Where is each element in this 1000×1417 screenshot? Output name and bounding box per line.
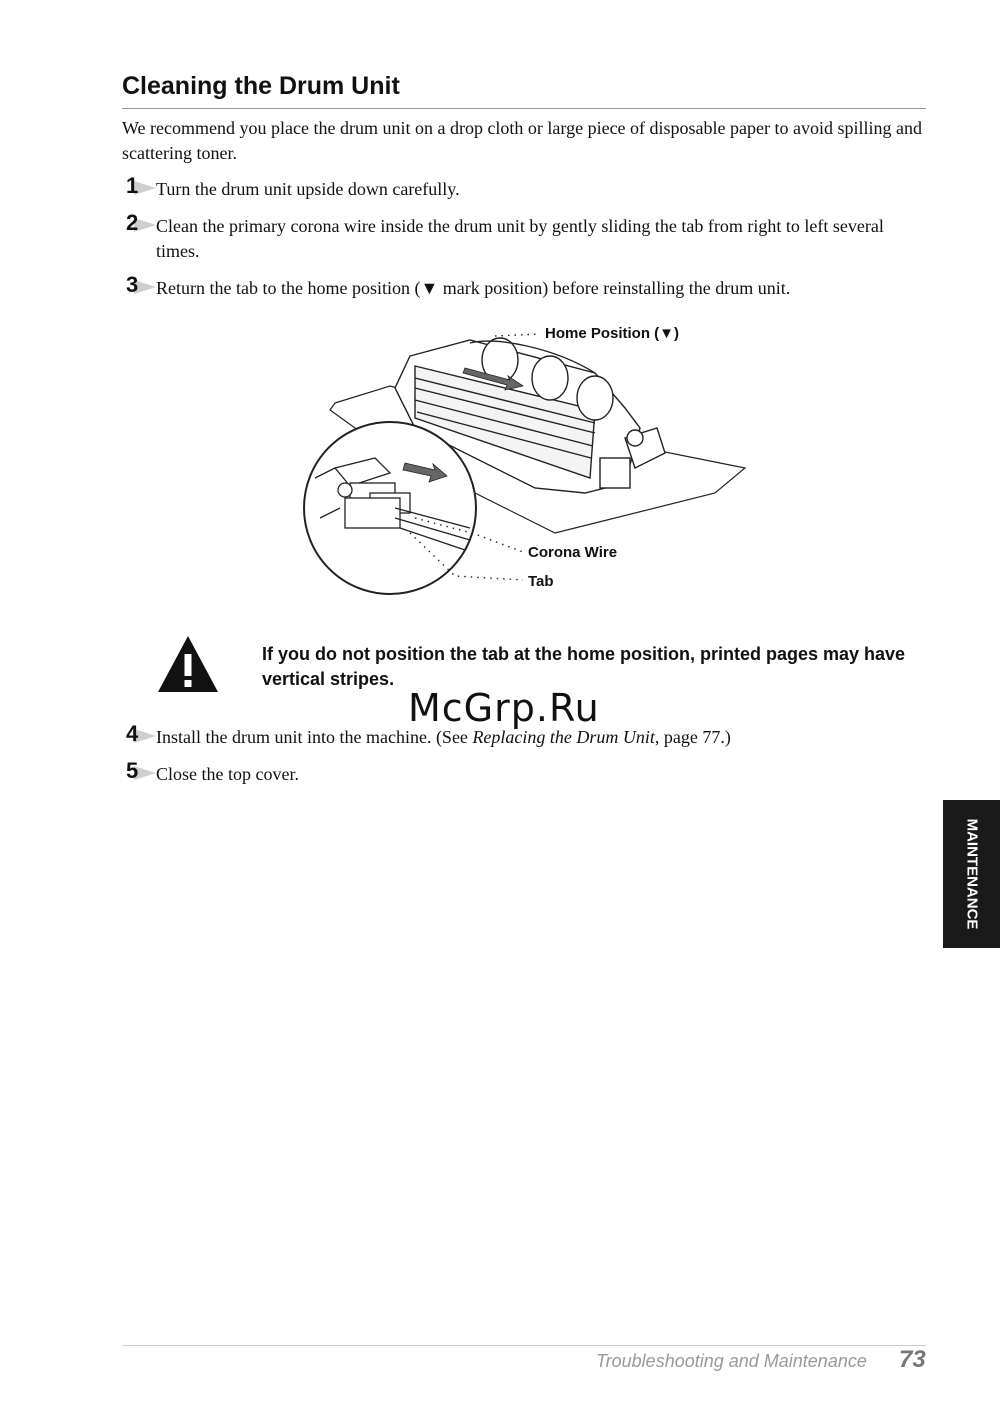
watermark: McGrp.Ru <box>408 686 600 730</box>
home-position-label <box>545 325 679 342</box>
step-text-end: , page 77.) <box>654 727 731 747</box>
footer-chapter: Troubleshooting and Maintenance <box>596 1351 867 1371</box>
warning-triangle-icon <box>156 634 220 694</box>
step-4 <box>122 721 922 750</box>
tab-label: Tab <box>528 573 554 590</box>
step-number: 4 <box>126 721 139 746</box>
step-text: Clean the primary corona wire inside the drum unit by gently sliding the tab from right to left several times. <box>156 216 884 261</box>
home-leader <box>495 334 540 336</box>
step-number: 1 <box>126 173 139 198</box>
step-text-end: mark position) before reinstalling the drum unit. <box>438 278 791 298</box>
step-text: Turn the drum unit upside down carefully. <box>156 179 460 199</box>
step-2 <box>122 210 922 264</box>
step-1 <box>122 173 922 202</box>
step-number: 2 <box>126 210 139 235</box>
step-text <box>156 725 922 750</box>
cross-reference-link[interactable]: Replacing the Drum Unit <box>472 727 655 747</box>
step-text <box>156 276 922 301</box>
step-5 <box>122 758 922 787</box>
title-rule <box>122 108 926 109</box>
footer-rule <box>122 1345 926 1346</box>
intro-paragraph: We recommend you place the drum unit on a drop cloth or large piece of disposable paper to avoid spilling and scattering toner. <box>122 118 922 163</box>
step-3 <box>122 272 922 301</box>
step-text-start: Install the drum unit into the machine. (See <box>156 727 473 747</box>
section-title: Cleaning the Drum Unit <box>122 72 400 100</box>
down-triangle-icon: ▼ <box>659 325 675 342</box>
chapter-side-tab <box>943 800 1000 948</box>
step-text: Close the top cover. <box>156 764 299 784</box>
step-text-start: Return the tab to the home position ( <box>156 278 421 298</box>
home-label-close: ) <box>674 325 680 342</box>
side-tab-label: MAINTENANCE <box>963 818 980 930</box>
page-number: 73 <box>899 1346 926 1373</box>
home-label-text: Home Position ( <box>545 325 660 342</box>
down-triangle-icon: ▼ <box>420 278 439 298</box>
step-number: 5 <box>126 758 139 783</box>
corona-wire-label: Corona Wire <box>528 544 618 561</box>
warning-text: If you do not position the tab at the home position, printed pages may have vertical stripes. <box>262 644 906 689</box>
step-number: 3 <box>126 272 139 297</box>
